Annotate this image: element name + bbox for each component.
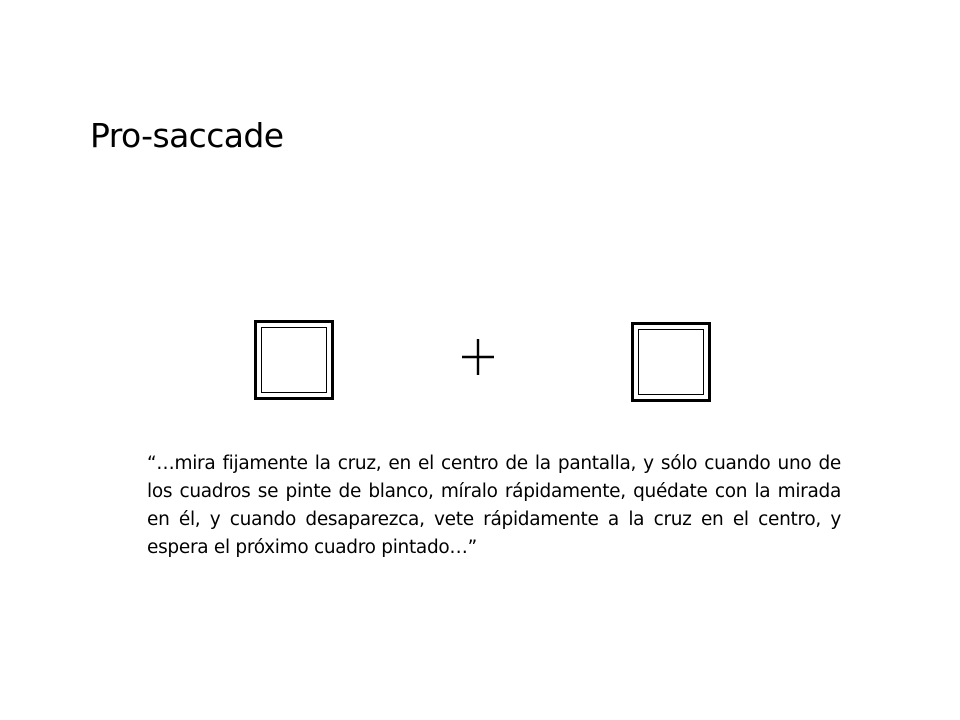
- left-target-box-inner: [261, 327, 327, 393]
- fixation-cross-icon: [460, 335, 496, 379]
- left-target-box: [254, 320, 334, 400]
- slide-title: Pro-saccade: [90, 116, 284, 155]
- right-target-box: [631, 322, 711, 402]
- instructions-text: “…mira fijamente la cruz, en el centro de la pantalla, y sólo cuando uno de los cuadros se pinte de blanco, míralo rápidamente, quédate con la mirada en él, y cuando desaparezca, vete rápidamente a la cruz en el centro, y espera el próximo cuadro pintado…”: [147, 453, 841, 558]
- right-target-box-inner: [638, 329, 704, 395]
